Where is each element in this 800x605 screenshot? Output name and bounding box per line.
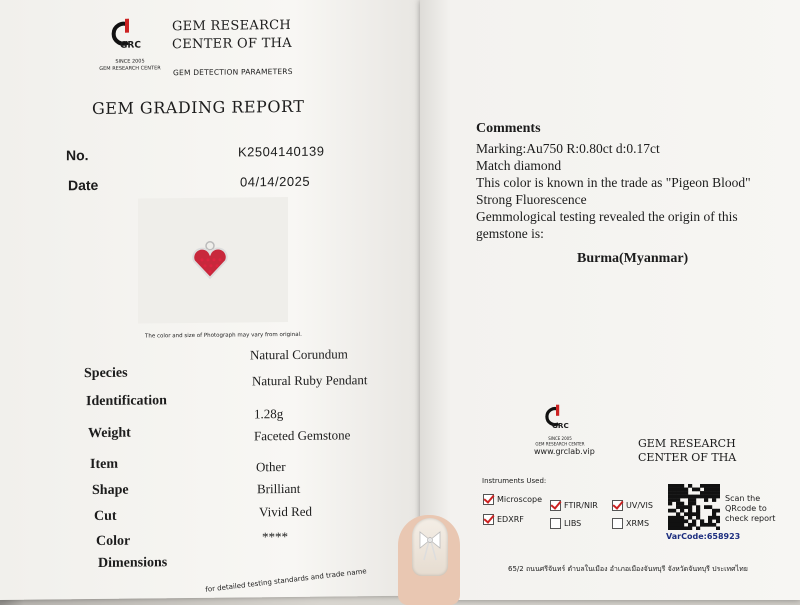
- nail-bow-decoration-icon: [412, 518, 448, 576]
- comment-line: Marking:Au750 R:0.80ct d:0.17ct: [476, 141, 660, 156]
- address: 65/2 ถนนศรีจันทร์ ตำบลในเมือง อำเภอเมืองจันทบุรี จังหวัดจันทบุรี ประเทศไทย: [508, 565, 748, 573]
- comment-line: Strong Fluorescence: [476, 192, 587, 207]
- logo-text: GRC: [120, 40, 141, 51]
- checkbox-checked: [483, 494, 494, 505]
- detail-value-species: Natural Corundum: [250, 346, 348, 363]
- detection-params: GEM DETECTION PARAMETERS: [173, 66, 293, 78]
- detail-value-weight: 1.28g: [254, 406, 284, 422]
- detail-value-shape: Other: [256, 459, 286, 475]
- photo-disclaimer: The color and size of Photograph may vary from original.: [145, 331, 302, 340]
- date-label: Date: [68, 176, 99, 194]
- website-url: www.grclab.vip: [534, 447, 595, 456]
- instruments-title: Instruments Used:: [482, 477, 547, 485]
- instrument-libs: [550, 518, 581, 529]
- report-title: GEM GRADING REPORT: [92, 96, 305, 119]
- logo-center: GEM RESEARCH CENTER: [535, 442, 585, 447]
- instrument-edxrf: [483, 514, 524, 525]
- detail-label-cut: Cut: [94, 508, 117, 525]
- logo-center: GEM RESEARCH CENTER: [99, 65, 161, 72]
- detail-value-item: Faceted Gemstone: [254, 427, 351, 444]
- detail-value-cut: Brilliant: [257, 480, 301, 497]
- instrument-label: LIBS: [564, 519, 582, 528]
- org-name-line1: GEM RESEARCH: [172, 17, 292, 35]
- comment-line: This color is known in the trade as "Pigeon Blood": [476, 175, 751, 190]
- checkbox-checked: [612, 500, 623, 511]
- comment-line: Gemmological testing revealed the origin of this: [476, 209, 738, 224]
- detail-label-species: Species: [84, 365, 128, 382]
- detail-value-color: Vivid Red: [259, 503, 313, 520]
- detail-label-weight: Weight: [88, 425, 131, 442]
- comments-title: Comments: [476, 121, 541, 136]
- scan-line: check report: [725, 514, 776, 523]
- comments-block: [476, 140, 751, 242]
- instrument-ftir-nir: [550, 500, 598, 511]
- checkbox-checked: [483, 514, 494, 525]
- report-no-label: No.: [66, 147, 89, 164]
- checkbox-unchecked: [550, 518, 561, 529]
- qr-code-icon: [668, 484, 720, 530]
- grc-logo-small: [535, 403, 585, 447]
- org-name-line2: CENTER OF THA: [172, 35, 292, 53]
- instrument-uv-vis: [612, 500, 653, 511]
- footnote: for detailed testing standards and trade name: [205, 567, 367, 594]
- instrument-label: XRMS: [626, 519, 650, 528]
- gem-photo: [138, 197, 288, 324]
- instrument-microscope: [483, 494, 542, 505]
- detail-label-shape: Shape: [92, 482, 129, 499]
- detail-label-dimensions: Dimensions: [98, 555, 168, 571]
- heart-ruby-pendant-image: [138, 197, 288, 324]
- comment-line: Match diamond: [476, 158, 562, 173]
- grc-logo: [99, 16, 161, 72]
- logo-since: SINCE 2005: [548, 436, 572, 442]
- detail-label-color: Color: [96, 533, 131, 549]
- instrument-label: UV/VIS: [626, 501, 653, 510]
- instrument-label: EDXRF: [497, 515, 524, 524]
- report-no-value: K2504140139: [238, 143, 325, 160]
- detail-value-identification: Natural Ruby Pendant: [252, 372, 368, 389]
- instrument-xrms: [612, 518, 649, 529]
- logo-since: SINCE 2005: [115, 58, 145, 65]
- org-name-line1: GEM RESEARCH: [638, 437, 736, 450]
- painted-nail: [412, 518, 448, 576]
- comment-line: gemstone is:: [476, 226, 544, 241]
- instrument-label: FTIR/NIR: [564, 501, 598, 510]
- date-value: 04/14/2025: [240, 173, 311, 190]
- detail-value-dimensions: ****: [262, 528, 288, 545]
- org-name: [172, 17, 292, 54]
- detail-label-identification: Identification: [86, 393, 167, 410]
- origin-value: Burma(Myanmar): [577, 251, 689, 266]
- org-name-line2: CENTER OF THA: [638, 451, 737, 464]
- right-certificate-page: [420, 0, 800, 600]
- org-name-small: [638, 437, 736, 465]
- qr-code-graphic: [668, 484, 720, 530]
- scan-line: QRcode to: [725, 504, 767, 513]
- instrument-label: Microscope: [497, 495, 542, 504]
- scan-instructions: [725, 494, 775, 524]
- scan-line: Scan the: [725, 494, 761, 503]
- detail-label-item: Item: [90, 456, 118, 473]
- logo-text: GRC: [552, 422, 569, 431]
- checkbox-unchecked: [612, 518, 623, 529]
- var-code: VarCode:658923: [666, 532, 741, 541]
- checkbox-checked: [550, 500, 561, 511]
